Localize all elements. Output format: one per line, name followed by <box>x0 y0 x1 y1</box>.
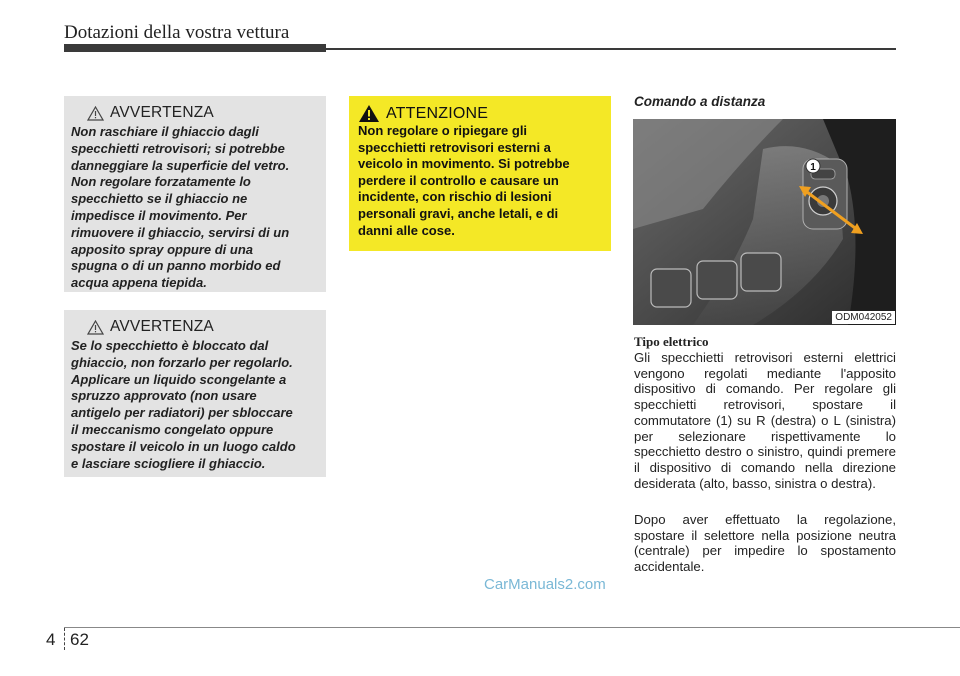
text-line: specchietti retrovisori esterni a <box>358 139 551 155</box>
text-line: veicolo in movimento. Si potrebbe <box>358 156 570 172</box>
paragraph-adjust: Gli specchietti retrovisori esterni elettrici vengono regolati mediante l'apposito dispositivo di comando. Per regolare gli specchietti retrovisori, spostare il commutatore (1) su R (destra) o L (sinistra) per selezionare rispettivamente lo specchietto destro o sinistro, quindi premere il dispositivo di comando nella direzione desiderata (alto, basso, sinistra o destra). <box>634 350 896 491</box>
text-line: Applicare un liquido scongelante a <box>71 371 287 387</box>
page-header-title: Dotazioni della vostra vettura <box>64 22 290 43</box>
callout-number: 1 <box>810 162 816 173</box>
text-line: ghiaccio, non forzarlo per regolarlo. <box>71 354 293 370</box>
text-line: Non regolare o ripiegare gli <box>358 123 528 138</box>
caution-box-title: ATTENZIONE <box>386 104 489 122</box>
text-line: Non regolare forzatamente lo <box>71 174 251 190</box>
section-heading: Comando a distanza <box>634 94 766 109</box>
text-line: personali gravi, anche letali, e di <box>358 205 559 221</box>
text-line: apposito spray oppure di una <box>71 241 254 257</box>
warning-triangle-icon <box>87 106 104 121</box>
text-line: specchietti retrovisori; si potrebbe <box>71 140 285 156</box>
text-line: Non raschiare il ghiaccio dagli <box>71 124 259 139</box>
warning-box-text <box>71 124 319 292</box>
caution-box-header <box>358 104 602 123</box>
warning-triangle-icon <box>358 104 380 123</box>
caution-box <box>349 96 611 251</box>
warning-box-text <box>71 338 319 472</box>
watermark: CarManuals2.com <box>484 576 606 593</box>
text-line: antigelo per radiatori) per sbloccare <box>71 405 293 421</box>
text-line: spugna o di un panno morbido ed <box>71 258 281 274</box>
text-line: danneggiare la superficie del vetro. <box>71 157 290 173</box>
warning-triangle-icon <box>87 320 104 335</box>
text-line: il meccanismo congelato oppure <box>71 421 274 437</box>
text-line: danni alle cose. <box>358 222 455 238</box>
warning-box-ice-scraping <box>64 96 326 292</box>
header-line <box>326 48 896 50</box>
text-line: specchietto se il ghiaccio ne <box>71 191 248 207</box>
text-line: e lasciare sciogliere il ghiaccio. <box>71 455 266 471</box>
header-bar <box>64 44 326 52</box>
warning-box-title: AVVERTENZA <box>110 318 214 335</box>
paragraph-neutral: Dopo aver effettuato la regolazione, spostare il selettore nella posizione neutra (centrale) per impedire lo spostamento accidentale. <box>634 512 896 575</box>
text-line: perdere il controllo e causare un <box>358 172 559 188</box>
page-number: 62 <box>70 630 89 649</box>
chapter-number: 4 <box>46 630 56 649</box>
text-line: Se lo specchietto è bloccato dal <box>71 338 269 353</box>
warning-box-frozen-mirror <box>64 310 326 477</box>
warning-box-header <box>71 318 319 336</box>
text-line: impedisce il movimento. Per <box>71 207 247 223</box>
text-line: acqua appena tiepida. <box>71 275 207 291</box>
warning-box-title: AVVERTENZA <box>110 104 214 121</box>
door-panel-illustration <box>633 119 896 325</box>
text-line: spostare il veicolo in un luogo caldo <box>71 438 296 454</box>
caution-box-text <box>358 123 602 239</box>
page-number-divider <box>64 628 65 650</box>
image-code: ODM042052 <box>832 311 895 324</box>
footer-line <box>64 627 960 628</box>
text-line: incidente, con rischio di lesioni <box>358 189 552 205</box>
text-line: spruzzo approvato (non usare <box>71 388 257 404</box>
mirror-control-photo <box>633 119 896 325</box>
warning-box-header <box>71 104 319 122</box>
sub-heading: Tipo elettrico <box>634 334 709 349</box>
text-line: rimuovere il ghiaccio, servirsi di un <box>71 224 290 240</box>
